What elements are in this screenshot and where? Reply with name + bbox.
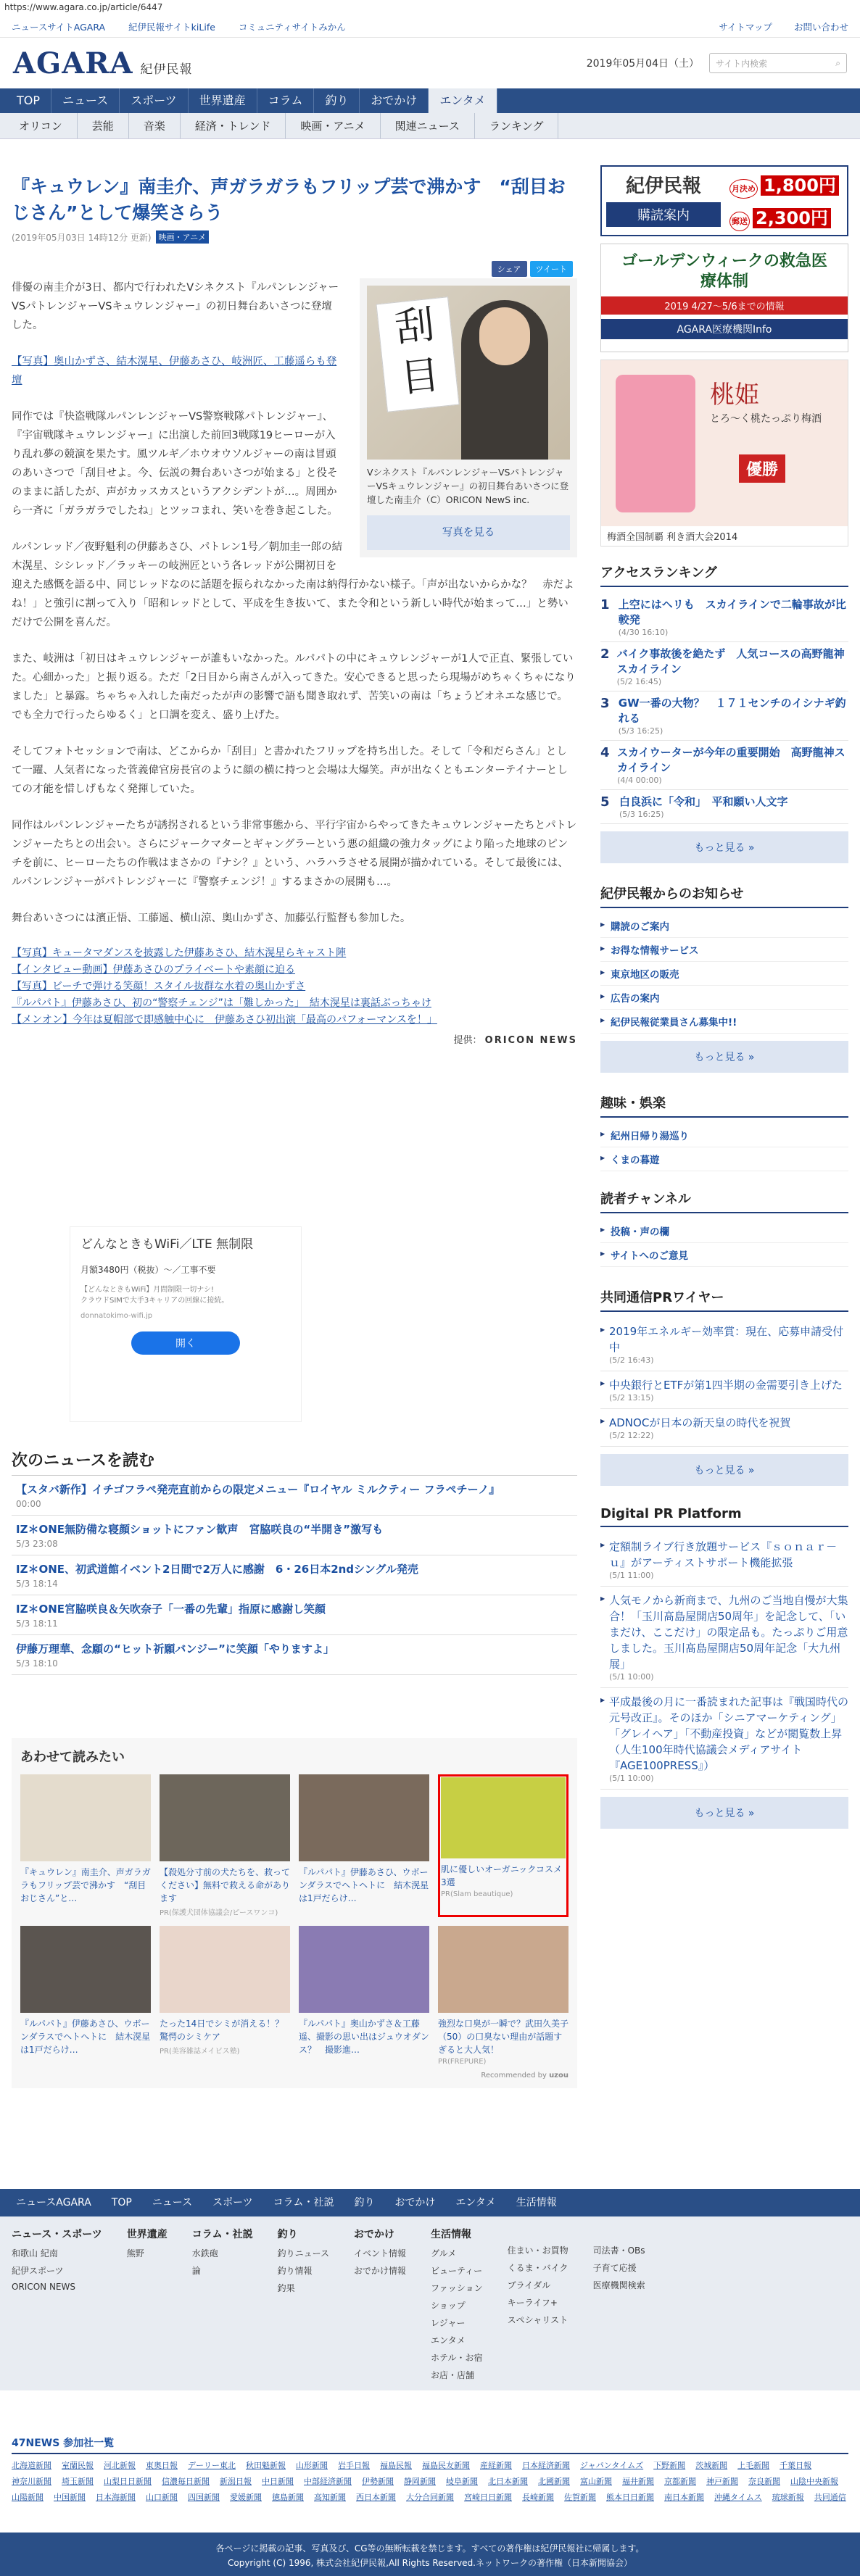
paragraph: ルパンレッド／夜野魁利の伊藤あさひ、パトレン1号／朝加圭一郎の結木滉星、シシレッド／ラッキーの岐洲匠という各レッドが公開初日を迎えた感慨を語る中、同じレッドなのに話題を振られなかった南は納得行かない様子。「声が出ないからかな？ 赤だよね！」と強引に割って入り「昭和レッドとして、平成を生き抜いて、また令和という新しい時代が始まって…」と勢いだけで公開を喜んだ。 bbox=[12, 541, 574, 628]
ad-title: どんなときもWiFi／LTE 無制限 bbox=[80, 1237, 254, 1252]
related-card[interactable]: 『ルパパト』伊藤あさひ、ウボーンダラスでヘトヘトに 結木滉星は1戸だらけ… bbox=[299, 1774, 429, 1917]
paper-link[interactable]: 京都新聞 bbox=[664, 2477, 696, 2486]
ad-open-button[interactable]: 開く bbox=[131, 1331, 240, 1355]
article-date: (2019年05月03日 14時12分 更新) bbox=[12, 232, 152, 243]
paragraph: 同作では『快盗戦隊ルパンレンジャーVS警察戦隊パトレンジャー』、『宇宙戦隊キュウレンジャー』に出演した前回3戦隊19ヒーローが入り乱れ夢の競演を果たす。風ツルギ／ホウオウソルジャーの南は冒頭のあいさつで「刮目せよ。今、伝説の舞台あいさつが始まる」と役そのままに話したが、声がカッスカスというアクシデントが…。周囲から一斉に「ガラガラでしたね」とツッコまれ、笑いを巻き起こした。 bbox=[12, 411, 338, 517]
pr-item[interactable]: ▶ 人気モノから新商まで、九州のご当地自慢が大集合！「玉川髙島屋開店50周年」を記念して、「いまだけ、ここだけ」の限定品も。たっぷりご用意しました。玉川髙島屋開店50周年記念「大九州展」 (5/1 10:00) bbox=[600, 1587, 848, 1688]
related-link[interactable]: 【写真】キュータマダンスを披露した伊藤あさひ、結木滉星らキャスト陣 bbox=[12, 947, 347, 959]
footer-link[interactable]: グルメ bbox=[431, 2248, 457, 2259]
card-image bbox=[20, 1774, 151, 1861]
paper-link[interactable]: 秋田魁新報 bbox=[246, 2461, 286, 2470]
list-item[interactable]: IZ＊ONE宮脇咲良＆矢吹奈子「一番の先輩」指原に感謝し笑顔 5/3 18:11 bbox=[12, 1595, 577, 1635]
ranking-item[interactable]: 1 上空にはヘリも スカイラインで二輪事故が比較発 (4/30 16:10) bbox=[600, 593, 848, 642]
notice-item[interactable]: ▶ 紀伊民報従業員さん募集中!! bbox=[600, 1010, 848, 1034]
related-card[interactable]: 『ルパパト』奥山かずさ＆工藤遥、撮影の思い出はジュウオダンス？ 撮影進… bbox=[299, 1926, 429, 2066]
footer-link[interactable]: ショップ bbox=[431, 2301, 466, 2311]
ranking-list bbox=[600, 593, 848, 824]
footer-link[interactable]: 釣果 bbox=[277, 2283, 295, 2293]
footnav-item[interactable]: ニュースAGARA bbox=[16, 2197, 91, 2209]
kyodo-list bbox=[600, 1318, 848, 1447]
reader-item[interactable]: ▶ 投稿・声の欄 bbox=[600, 1219, 848, 1243]
paper-link[interactable]: 埼玉新聞 bbox=[62, 2477, 94, 2486]
news47-members bbox=[0, 2431, 860, 2524]
paper-link[interactable]: 熊本日日新聞 bbox=[606, 2493, 654, 2502]
paper-link[interactable]: 長崎新聞 bbox=[522, 2493, 554, 2502]
paper-link[interactable]: 河北新報 bbox=[104, 2461, 136, 2470]
paper-link[interactable]: 山梨日日新聞 bbox=[104, 2477, 152, 2486]
dpr-heading: Digital PR Platform bbox=[600, 1506, 848, 1527]
related-card[interactable]: たった14日でシミが消える！？驚愕のシミケア PR(美容雑誌メイビス塾) bbox=[160, 1926, 290, 2066]
footer-link[interactable]: ブライダル bbox=[507, 2280, 551, 2290]
ranking-more-button[interactable]: もっと見る » bbox=[600, 831, 848, 863]
paper-link[interactable]: 西日本新聞 bbox=[356, 2493, 396, 2502]
notice-item[interactable]: ▶ お得な情報サービス bbox=[600, 938, 848, 962]
footer-sitemap: ニュース・スポーツ 和歌山 紀南 紀伊スポーツ ORICON NEWS 世界遺産 熊野 コラム・社説 水鉄砲 論 釣り 釣りニュース 釣り情報 釣果 おでかけ イベント情報 おでかけ情報 生活情報 グルメ ビューティー ファッション ショップ レジャー エンタメ ホテル・お宿 お店・店舗 住まい・お買物 くるま・バイク ブライダル キーライフ+ スペシャリスト 司法書・OBs 子育て応援 医療機関検索 bbox=[0, 2216, 860, 2390]
site-logo[interactable]: AGARA 紀伊民報 bbox=[13, 46, 193, 80]
related-link[interactable]: 【メンオン】今年は夏帽部で即感触中心に 伊藤あさひ初出演「最高のパフォーマンスを！」 bbox=[12, 1014, 437, 1026]
subnav-movie[interactable]: 映画・アニメ bbox=[286, 113, 380, 138]
ad-note: クラウドSIMで大手3キャリアの回線に接続。 bbox=[80, 1297, 229, 1305]
dpr-more-button[interactable]: もっと見る » bbox=[600, 1797, 848, 1829]
nav-outing[interactable]: おでかけ bbox=[360, 88, 429, 113]
ranking-item[interactable]: 2 バイク事故後を絶たず 人気コースの高野龍神スカイライン (5/2 16:45) bbox=[600, 642, 848, 691]
paper-link[interactable]: 富山新聞 bbox=[580, 2477, 612, 2486]
nav-top[interactable]: TOP bbox=[6, 88, 51, 113]
list-item[interactable]: IZ＊ONE無防備な寝顔ショットにファン歓声 宮脇咲良の“半開き”激写も 5/3 23:08 bbox=[12, 1516, 577, 1555]
paper-link[interactable]: 上毛新聞 bbox=[737, 2461, 770, 2470]
gw-medical-ad[interactable]: ゴールデンウィークの救急医療体制 2019 4/27〜5/6までの情報 AGARA医療機関Info bbox=[600, 244, 848, 352]
nav-sports[interactable]: スポーツ bbox=[120, 88, 188, 113]
subnav-music[interactable]: 音楽 bbox=[129, 113, 181, 138]
ad-price: 月額3480円（税抜）〜／工事不要 bbox=[80, 1265, 216, 1275]
list-item[interactable]: IZ＊ONE、初武道館イベント2日間で2万人に感謝 6・26日本2ndシングル発売 5/3 18:14 bbox=[12, 1555, 577, 1595]
paper-link[interactable]: 神奈川新聞 bbox=[12, 2477, 51, 2486]
footer-link[interactable]: スペシャリスト bbox=[507, 2315, 568, 2325]
footnav-item[interactable]: TOP bbox=[111, 2197, 132, 2209]
search-icon[interactable]: ⌕ bbox=[835, 57, 840, 68]
paper-link[interactable]: 四国新聞 bbox=[188, 2493, 220, 2502]
paper-link[interactable]: 山陽新聞 bbox=[12, 2493, 44, 2502]
subnav-oricon[interactable]: オリコン bbox=[4, 113, 78, 138]
footer-link[interactable]: 医療機関検索 bbox=[592, 2280, 645, 2290]
reader-list bbox=[600, 1219, 848, 1267]
paper-link[interactable]: デーリー東北 bbox=[188, 2461, 236, 2470]
paper-link[interactable]: 北日本新聞 bbox=[488, 2477, 528, 2486]
pr-item[interactable]: ▶ 中央銀行とETFが第1四半期の金需要引き上げた (5/2 13:15) bbox=[600, 1371, 848, 1409]
paper-link[interactable]: 日本経済新聞 bbox=[522, 2461, 570, 2470]
card-image bbox=[160, 1774, 290, 1861]
footer-link[interactable]: 紀伊スポーツ bbox=[12, 2266, 64, 2276]
category-tag[interactable]: 映画・アニメ bbox=[156, 230, 209, 244]
notice-list bbox=[600, 914, 848, 1034]
footnav-item[interactable]: コラム・社説 bbox=[273, 2197, 334, 2209]
article-body bbox=[12, 278, 577, 1050]
subnav-geino[interactable]: 芸能 bbox=[78, 113, 129, 138]
ranking-item[interactable]: 3 GW一番の大物？ １７１センチのイシナギ釣れる (5/3 16:25) bbox=[600, 691, 848, 741]
ranking-item[interactable]: 5 白良浜に「令和」 平和願い人文字 (5/3 16:25) bbox=[600, 790, 848, 824]
view-photo-button[interactable]: 写真を見る bbox=[367, 515, 570, 550]
paper-link[interactable]: 静岡新聞 bbox=[404, 2477, 436, 2486]
paper-link[interactable]: 山形新聞 bbox=[296, 2461, 328, 2470]
paragraph: 俳優の南圭介が3日、都内で行われたVシネクスト『ルパンレンジャーVSパトレンジャーVSキュウレンジャー』の初日舞台あいさつに登壇した。 bbox=[12, 282, 339, 331]
footer-link[interactable]: 和歌山 紀南 bbox=[12, 2248, 58, 2259]
paper-link[interactable]: 福島民報 bbox=[380, 2461, 412, 2470]
paper-link[interactable]: 新潟日報 bbox=[220, 2477, 252, 2486]
nav-heritage[interactable]: 世界遺産 bbox=[189, 88, 257, 113]
sidebar bbox=[600, 165, 848, 1849]
paper-link[interactable]: 徳島新聞 bbox=[272, 2493, 304, 2502]
paper-link[interactable]: 茨城新聞 bbox=[695, 2461, 728, 2470]
footer-link[interactable]: エンタメ bbox=[431, 2335, 466, 2346]
footer-link[interactable]: 水鉄砲 bbox=[191, 2248, 218, 2259]
hobby-item[interactable]: ▶ 紀州日帰り湯巡り bbox=[600, 1123, 848, 1147]
related-link[interactable]: 【写真】ビーチで弾ける笑顔！スタイル抜群な水着の奥山かずさ bbox=[12, 981, 306, 992]
paper-link[interactable]: 福島民友新聞 bbox=[422, 2461, 470, 2470]
next-news-heading: 次のニュースを読む bbox=[12, 1448, 577, 1476]
dpr-list bbox=[600, 1533, 848, 1790]
paper-link[interactable]: 山口新聞 bbox=[146, 2493, 178, 2502]
facebook-share-button[interactable]: シェア bbox=[492, 261, 527, 277]
bottle-image bbox=[616, 375, 695, 512]
oricon-logo: ORICON NEWS bbox=[484, 1035, 577, 1046]
paper-link[interactable]: 中部経済新聞 bbox=[304, 2477, 352, 2486]
paper-link[interactable]: 日本海新聞 bbox=[96, 2493, 136, 2502]
kyodo-heading: 共同通信PRワイヤー bbox=[600, 1287, 848, 1312]
kyodo-more-button[interactable]: もっと見る » bbox=[600, 1454, 848, 1486]
paper-link[interactable]: 産経新聞 bbox=[480, 2461, 512, 2470]
paper-link[interactable]: 高知新聞 bbox=[314, 2493, 346, 2502]
source-credit: 提供： ORICON NEWS bbox=[453, 1035, 577, 1046]
list-item[interactable]: 【スタバ新作】イチゴフラペ発売直前からの限定メニュー『ロイヤル ミルクティー フラペチーノ』 00:00 bbox=[12, 1476, 577, 1516]
uzou-logo: uzou bbox=[549, 2072, 568, 2080]
top-links-bar bbox=[0, 16, 860, 38]
footer-link[interactable]: キーライフ+ bbox=[507, 2298, 558, 2308]
footer-link[interactable]: ファッション bbox=[431, 2283, 483, 2293]
card-image bbox=[160, 1926, 290, 2013]
footnav-item[interactable]: エンタメ bbox=[455, 2197, 496, 2209]
related-link[interactable]: 『ルパパト』伊藤あさひ、初の“警察チェンジ”は「難しかった」 結木滉星は裏話ぶっちゃけ bbox=[12, 997, 431, 1009]
nav-fishing[interactable]: 釣り bbox=[314, 88, 360, 113]
face-shape bbox=[479, 307, 530, 365]
notice-heading: 紀伊民報からのお知らせ bbox=[600, 884, 848, 908]
paper-link[interactable]: 下野新聞 bbox=[653, 2461, 686, 2470]
related-link[interactable]: 【インタビュー動画】伊藤あさひのプライベートや素顔に迫る bbox=[12, 964, 296, 976]
paper-link[interactable]: 沖縄タイムス bbox=[714, 2493, 762, 2502]
paper-link[interactable]: 室蘭民報 bbox=[62, 2461, 94, 2470]
paper-link[interactable]: 福井新聞 bbox=[622, 2477, 654, 2486]
subnav-economy[interactable]: 経済・トレンド bbox=[181, 113, 286, 138]
paper-link[interactable]: 山陰中央新報 bbox=[790, 2477, 838, 2486]
pr-item[interactable]: ▶ 2019年エネルギー効率賞：現在、応募申請受付中 (5/2 16:43) bbox=[600, 1318, 848, 1371]
paper-link[interactable]: 北海道新聞 bbox=[12, 2461, 51, 2470]
wifi-ad[interactable] bbox=[70, 1226, 302, 1422]
footer-link[interactable]: おでかけ情報 bbox=[354, 2266, 406, 2276]
umeshu-ad[interactable]: 桃姫 とろ〜く桃たっぷり梅酒 優勝 梅酒全国制覇 利き酒大会2014 bbox=[600, 360, 848, 547]
link-contact[interactable]: お問い合わせ bbox=[793, 21, 848, 33]
hobby-list bbox=[600, 1123, 848, 1171]
paper-link[interactable]: 中国新聞 bbox=[54, 2493, 86, 2502]
photo-link[interactable]: 【写真】奥山かずさ、結木滉星、伊藤あさひ、岐洲匠、工藤遥らも登壇 bbox=[12, 356, 337, 386]
list-item[interactable]: 伊藤万理華、念願の“ヒット祈願バンジー”に笑顔「やりますよ」 5/3 18:10 bbox=[12, 1635, 577, 1675]
twitter-share-button[interactable]: ツイート bbox=[530, 261, 573, 277]
related-card[interactable]: 強烈な口臭が一瞬で？武田久美子（50）の口臭ない理由が話題すぎると大人気！ PR(FREPURE) bbox=[438, 1926, 568, 2066]
related-card[interactable]: 『キュウレン』南圭介、声ガラガラもフリップ芸で沸かす “刮目おじさん”と… bbox=[20, 1774, 151, 1917]
footer-link[interactable]: レジャー bbox=[431, 2318, 466, 2328]
news47-heading: 47NEWS 参加社一覧 bbox=[12, 2435, 848, 2454]
reader-item[interactable]: ▶ サイトへのご意見 bbox=[600, 1243, 848, 1267]
site-header bbox=[0, 38, 860, 88]
paper-link[interactable]: 北國新聞 bbox=[538, 2477, 570, 2486]
paragraph: 同作はルパンレンジャーたちが誘拐されるという非常事態から、平行宇宙からやってきたキュウレンジャーたちとパトレンジャーたちとの出会い。さらにジャークマターとギャングラーという悪の組織の強力タッグにより陥った地球のピンチを前に、ヒーローたちの作戦はまさかの『ナシ？』という、ハラハラさせる展開が描かれている。そして最後には、ルパンレンジャーがパトレンジャーに『警察チェンジ！』するまさかの展開も…。 bbox=[12, 820, 577, 888]
related-reads bbox=[12, 1738, 577, 2088]
paper-link[interactable]: 琉球新報 bbox=[772, 2493, 804, 2502]
pr-item[interactable]: ▶ 平成最後の月に一番読まれた記事は『戦国時代の元号改正』。そのほか「シニアマーケティング」「グレイヘア」「不動産投資」などが閲覧数上昇（人生100年時代協議会メディアサイト『AGE100PRESS』） (5/1 10:00) bbox=[600, 1688, 848, 1790]
paper-list bbox=[12, 2460, 848, 2504]
reader-heading: 読者チャンネル bbox=[600, 1189, 848, 1213]
hobby-heading: 趣味・娯楽 bbox=[600, 1093, 848, 1118]
footer-link[interactable]: ビューティー bbox=[431, 2266, 483, 2276]
related-card[interactable]: 【殺処分寸前の犬たちを、救ってください】無料で救える命があります PR(保護犬団体協議会/ピースワンコ) bbox=[160, 1774, 290, 1917]
subnav-related[interactable]: 関連ニュース bbox=[381, 113, 475, 138]
related-links bbox=[12, 945, 577, 1029]
footer-link[interactable]: くるま・バイク bbox=[507, 2263, 568, 2273]
footer-link[interactable]: ORICON NEWS bbox=[12, 2282, 75, 2292]
paper-link[interactable]: 共同通信 bbox=[814, 2493, 846, 2502]
paper-link[interactable]: 大分合同新聞 bbox=[406, 2493, 454, 2502]
main-column bbox=[12, 165, 577, 2080]
link-sitemap[interactable]: サイトマップ bbox=[719, 21, 772, 33]
paper-link[interactable]: 信濃毎日新聞 bbox=[162, 2477, 210, 2486]
link-kilife[interactable]: 紀伊民報サイトkiLife bbox=[128, 21, 215, 33]
paper-link[interactable]: 岐阜新聞 bbox=[446, 2477, 478, 2486]
article-photo-box bbox=[360, 278, 577, 557]
notice-item[interactable]: ▶ 購読のご案内 bbox=[600, 914, 848, 938]
related-heading: あわせて読みたい bbox=[20, 1750, 125, 1765]
katsumoku-flip: 刮目 bbox=[376, 296, 459, 412]
footer-link[interactable]: 釣り情報 bbox=[277, 2266, 313, 2276]
pr-item[interactable]: ▶ 定額制ライブ行き放題サービス『ｓｏｎａｒ－ｕ』がアーティストサポート機能拡張 (5/1 11:00) bbox=[600, 1533, 848, 1587]
footer-link[interactable]: お店・店舗 bbox=[431, 2370, 475, 2380]
notice-item[interactable]: ▶ 広告の案内 bbox=[600, 986, 848, 1010]
paper-link[interactable]: 東奥日報 bbox=[146, 2461, 178, 2470]
next-news bbox=[12, 1448, 577, 1675]
pr-item[interactable]: ▶ ADNOCが日本の新天皇の時代を祝賀 (5/2 12:22) bbox=[600, 1409, 848, 1447]
main-nav bbox=[0, 88, 860, 113]
nav-news[interactable]: ニュース bbox=[51, 88, 120, 113]
footer-link[interactable]: 熊野 bbox=[126, 2248, 144, 2259]
paper-link[interactable]: 奈良新聞 bbox=[748, 2477, 780, 2486]
card-image bbox=[438, 1926, 568, 2013]
link-mikan[interactable]: コミュニティサイトみかん bbox=[238, 21, 346, 33]
link-agara[interactable]: ニュースサイトAGARA bbox=[12, 21, 106, 33]
paper-link[interactable]: 岩手日報 bbox=[338, 2461, 370, 2470]
search-input[interactable]: サイト内検索 ⌕ bbox=[709, 53, 847, 73]
notice-item[interactable]: ▶ 東京地区の販売 bbox=[600, 962, 848, 986]
sub-nav bbox=[0, 113, 860, 139]
paper-link[interactable]: 南日本新聞 bbox=[664, 2493, 704, 2502]
paper-link[interactable]: 伊勢新聞 bbox=[362, 2477, 394, 2486]
paper-link[interactable]: 愛媛新聞 bbox=[230, 2493, 262, 2502]
ranking-heading: アクセスランキング bbox=[600, 562, 848, 587]
recommended-by: Recommended by uzou bbox=[481, 2072, 568, 2080]
card-image bbox=[299, 1926, 429, 2013]
photo-caption: Vシネクスト『ルパンレンジャーVSパトレンジャーVSキュウレンジャー』の初日舞台あいさつに登壇した南圭介（C）ORICON NewS inc. bbox=[367, 467, 569, 505]
footer-link[interactable]: ホテル・お宿 bbox=[431, 2353, 483, 2363]
ad-note: 【どんなときもWiFi】月間制限一切ナシ! bbox=[80, 1286, 215, 1294]
current-date: 2019年05月04日（土） bbox=[586, 58, 699, 70]
related-card[interactable]: 肌に優しいオーガニックコスメ3選 PR(Slam beautique) bbox=[438, 1774, 568, 1917]
footer-link[interactable]: 司法書・OBs bbox=[592, 2245, 645, 2256]
footnav-item[interactable]: おでかけ bbox=[394, 2197, 436, 2209]
card-image bbox=[299, 1774, 429, 1861]
footnav-item[interactable]: 生活情報 bbox=[516, 2197, 557, 2209]
footer-link[interactable]: 子育て応援 bbox=[592, 2263, 637, 2273]
footer-link[interactable]: 論 bbox=[191, 2266, 201, 2276]
paper-link[interactable]: ジャパンタイムズ bbox=[580, 2461, 644, 2470]
paper-link[interactable]: 千葉日報 bbox=[780, 2461, 812, 2470]
address-bar: https://www.agara.co.jp/article/6447 bbox=[0, 0, 860, 16]
footer-link[interactable]: イベント情報 bbox=[354, 2248, 407, 2259]
footnav-item[interactable]: スポーツ bbox=[212, 2197, 253, 2209]
paragraph: また、岐洲は「初日はキュウレンジャーが誰もいなかった。ルパパトの中にキュウレンジャーが1人で正直、緊張していた。心細かった」と振り返る。ただ「2日目から南さんが入ってきた。安心できると思ったら現場がめちゃくちゃになりました」と暴露。ちゃちゃ入れした南だったが声の影響で語も聞き取れず、苦笑いの南は「ちょうどオネエな感じで。でも全力で行ったらゆるく」と口調を変え、盛り上げた。 bbox=[12, 653, 576, 721]
hobby-item[interactable]: ▶ くまの暮遊 bbox=[600, 1147, 848, 1171]
article-title: 『キュウレン』南圭介、声ガラガラもフリップ芸で沸かす “刮目おじさん”として爆笑さらう bbox=[12, 176, 566, 223]
footnav-item[interactable]: ニュース bbox=[152, 2197, 193, 2209]
related-card[interactable]: 『ルパパト』伊藤あさひ、ウボーンダラスでヘトヘトに 結木滉星は1戸だらけ… bbox=[20, 1926, 151, 2066]
footer-link[interactable]: 住まい・お買物 bbox=[507, 2245, 568, 2256]
paragraph: そしてフォトセッションで南は、どこからか「刮目」と書かれたフリップを持ち出した。そして「令和だらさん」として一躍、人気者になった菅義偉官房長官のように顔の横に持つと会場は大爆笑。声が出なくともエンターテイナーとしての才能を惜しげもなく発揮していた。 bbox=[12, 746, 568, 795]
card-image bbox=[20, 1926, 151, 2013]
nav-column[interactable]: コラム bbox=[257, 88, 315, 113]
paper-link[interactable]: 神戸新聞 bbox=[706, 2477, 738, 2486]
paper-link[interactable]: 宮崎日日新聞 bbox=[464, 2493, 512, 2502]
paragraph: 舞台あいさつには濱正悟、工藤遥、横山涼、奥山かずさ、加藤弘行監督も参加した。 bbox=[12, 913, 411, 924]
kii-subscribe-ad[interactable]: 紀伊民報 購読案内 月決め 1,800円 郵送 2,300円 bbox=[600, 165, 848, 236]
ranking-item[interactable]: 4 スカイウーターが今年の重要開始 高野龍神スカイライン (4/4 00:00) bbox=[600, 741, 848, 790]
notice-more-button[interactable]: もっと見る » bbox=[600, 1041, 848, 1073]
paper-link[interactable]: 中日新聞 bbox=[262, 2477, 294, 2486]
nav-entame[interactable]: エンタメ bbox=[429, 88, 497, 113]
subnav-ranking[interactable]: ランキング bbox=[475, 113, 559, 138]
paper-link[interactable]: 佐賀新聞 bbox=[564, 2493, 596, 2502]
card-image bbox=[441, 1777, 566, 1858]
ad-domain: donnatokimo-wifi.jp bbox=[80, 1312, 153, 1320]
footnav-item[interactable]: 釣り bbox=[354, 2197, 375, 2209]
copyright: 各ページに掲載の記事、写真及び、CG等の無断転載を禁じます。すべての著作権は紀伊民報社に帰属します。 Copyright (C) 1996, 株式会社紀伊民報,All Rights Reserved.ネットワークの著作権（日本新聞協会） bbox=[0, 2533, 860, 2576]
footer-link[interactable]: 釣りニュース bbox=[277, 2248, 330, 2259]
article-photo[interactable] bbox=[367, 286, 570, 460]
footer-nav bbox=[0, 2189, 860, 2216]
